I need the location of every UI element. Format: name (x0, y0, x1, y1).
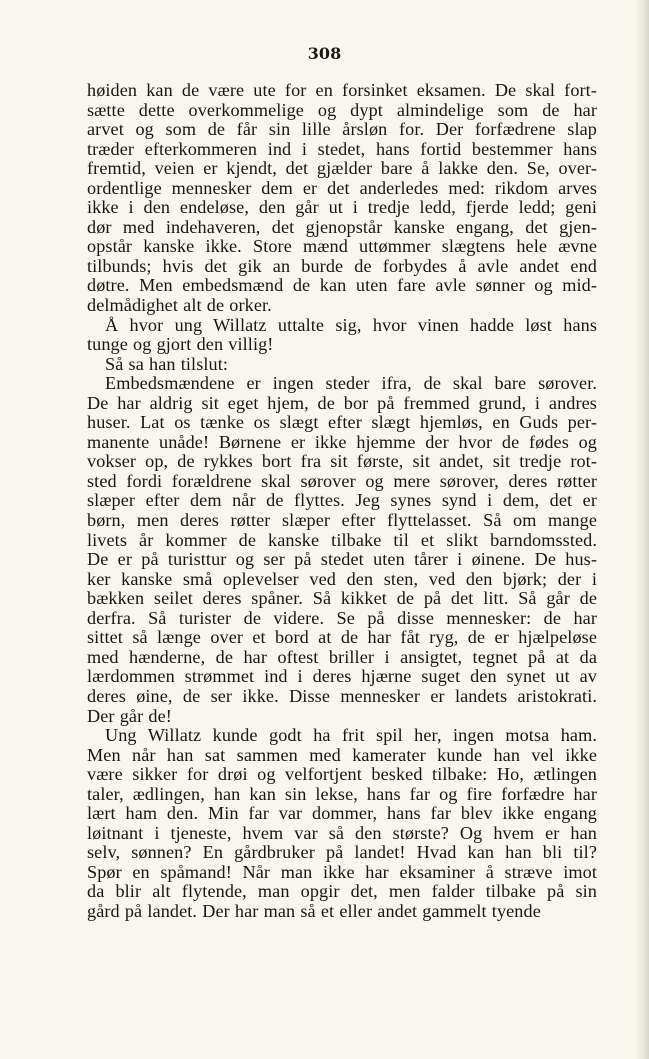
text-line: opstår kanske ikke. Store mænd uttømmer slægtens hele ævne (87, 236, 597, 257)
text-line: døtre. Men embedsmænd de kan uten fare avle sønner og mid- (87, 275, 597, 296)
text-line: taler, ædlingen, han kan sin lekse, hans far og fire forfædre har (87, 783, 597, 804)
text-line: Der går de! (87, 705, 172, 726)
text-line: sittet så længe over et bord at de har fåt ryg, de er hjælpeløse (87, 627, 597, 648)
text-line: Spør en spåmand! Når man ikke har eksaminer å stræve imot (87, 861, 597, 882)
text-line: manente unåde! Børnene er ikke hjemme der hvor de fødes og (87, 431, 597, 452)
text-line: fremtid, veien er kjendt, det gjælder bare å lakke den. Se, over- (87, 158, 597, 179)
text-line: høiden kan de være ute for en forsinket eksamen. De skal fort- (87, 80, 597, 100)
text-line: Så sa han tilslut: (105, 353, 229, 374)
text-line: huser. Lat os tænke os slægt efter slægt hjemløs, en Guds per- (87, 412, 597, 433)
text-line: Å hvor ung Willatz uttalte sig, hvor vinen hadde løst hans (105, 314, 597, 335)
text-line: dør med indehaveren, det gjenopstår kanske engang, det gjen- (87, 216, 597, 237)
text-line: selv, sønnen? En gårdbruker på landet! Hvad kan han bli til? (87, 842, 597, 863)
text-line: gård på landet. Der har man så et eller andet gammelt tyende (87, 900, 541, 921)
text-line: delmådighet alt de orker. (87, 295, 272, 316)
text-line: tilbunds; hvis det gik an burde de forbydes å avle andet end (87, 255, 597, 276)
text-line: lært ham den. Min far var dommer, hans far blev ikke engang (87, 803, 597, 824)
text-line: tunge og gjort den villig! (87, 334, 274, 355)
text-line: træder efterkommeren ind i stedet, hans fortid bestemmer hans (87, 138, 597, 159)
page-number: 308 (307, 44, 342, 63)
text-line: være sikker for drøi og velfortjent besked tilbake: Ho, ætlingen (87, 764, 597, 785)
paragraph (87, 355, 597, 375)
page-edge-shadow (635, 0, 649, 1059)
paragraph (87, 81, 597, 316)
text-line: vokser op, de rykkes bort fra sit første, sit andet, sit tredje rot- (87, 451, 597, 472)
text-line: med hænderne, de har oftest briller i ansigtet, tegnet på at da (87, 646, 597, 667)
text-line: sted fordi forældrene skal sørover og mere sørover, deres røtter (87, 470, 597, 491)
paragraph (87, 726, 597, 921)
text-line: Ung Willatz kunde godt ha frit spil her, ingen motsa ham. (105, 725, 597, 746)
text-line: De har aldrig sit eget hjem, de bor på fremmed grund, i andres (87, 392, 597, 413)
text-line: børn, men deres røtter slæper efter flyttelasset. Så om mange (87, 510, 597, 531)
text-line: Men når han sat sammen med kamerater kunde han vel ikke (87, 744, 597, 765)
text-line: deres øine, de ser ikke. Disse mennesker er landets aristokrati. (87, 685, 597, 706)
body-text (87, 81, 597, 922)
text-line: derfra. Så turister de videre. Se på disse mennesker: de har (87, 607, 597, 628)
text-line: bækken seilet deres spåner. Så kikket de på det litt. Så går de (87, 588, 597, 609)
paragraph (87, 374, 597, 726)
text-line: De er på turisttur og ser på stedet uten tårer i øinene. De hus- (87, 549, 597, 570)
text-line: ikke i den endeløse, den går ut i tredje ledd, fjerde ledd; geni (87, 197, 597, 218)
text-line: arvet og som de får sin lille årsløn for. Der forfædrene slap (87, 119, 597, 140)
text-line: ker kanske små oplevelser ved den sten, ved den bjørk; der i (87, 568, 597, 589)
text-line: sætte dette overkommelige og dypt almindelige som de har (87, 99, 597, 120)
text-line: løitnant i tjeneste, hvem var så den største? Og hvem er han (87, 822, 597, 843)
text-line: lærdommen strømmet ind i deres hjærne suget den synet ut av (87, 666, 597, 687)
text-line: Embedsmændene er ingen steder ifra, de skal bare sørover. (105, 373, 597, 394)
text-line: ordentlige mennesker dem er det anderledes med: rikdom arves (87, 177, 597, 198)
text-line: da blir alt flytende, man opgir det, men falder tilbake på sin (87, 881, 597, 902)
text-line: slæper efter dem når de flyttes. Jeg synes synd i dem, det er (87, 490, 597, 511)
paragraph (87, 316, 597, 355)
text-line: livets år kommer de kanske tilbake til et slikt barndomssted. (87, 529, 597, 550)
